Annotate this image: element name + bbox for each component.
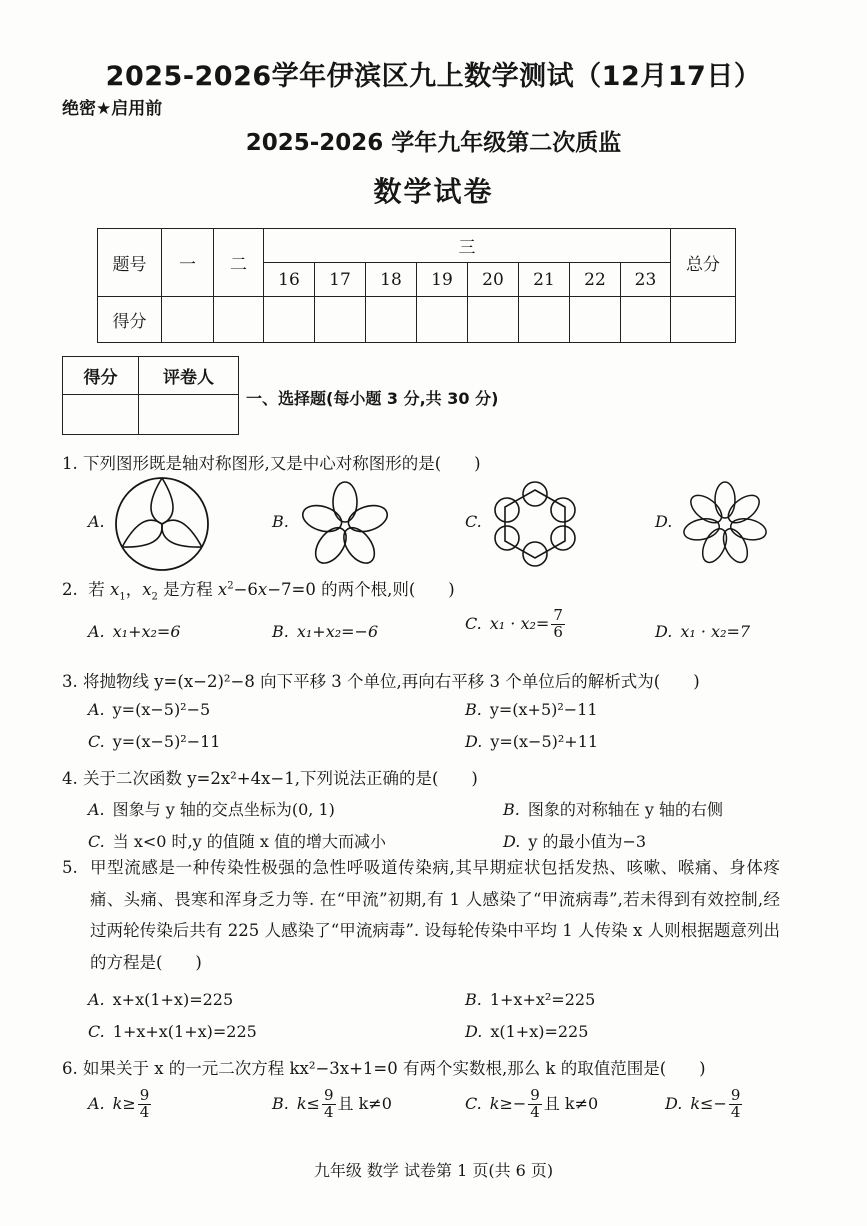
q6-option-c-fraction: $\frac{9}{4}$ xyxy=(530,1086,540,1121)
q2-option-b-label[interactable]: B. xyxy=(272,622,289,641)
q3-option-d: y=(x−5)²+11 xyxy=(490,732,599,751)
q6-option-a: k≥ xyxy=(112,1093,136,1113)
score-cell[interactable] xyxy=(570,297,621,343)
score-cell[interactable] xyxy=(264,297,315,343)
q3-option-c-label[interactable]: C. xyxy=(88,732,105,751)
q3-option-c: y=(x−5)²−11 xyxy=(112,732,221,751)
q1-option-c-label[interactable]: C. xyxy=(465,512,482,531)
q2-text-b: 是方程 xyxy=(163,580,213,599)
q4-option-b-label[interactable]: B. xyxy=(503,800,520,819)
q6-option-a-fraction: $\frac{9}{4}$ xyxy=(139,1086,150,1121)
q3-option-d-label[interactable]: D. xyxy=(465,732,483,751)
q6-option-a-label[interactable]: A. xyxy=(88,1093,105,1113)
q6-option-d-fraction: $\frac{9}{4}$ xyxy=(730,1086,741,1121)
q5-option-d: x(1+x)=225 xyxy=(490,1022,589,1041)
q1-option-a-label[interactable]: A. xyxy=(88,512,105,531)
total-score-cell[interactable] xyxy=(671,297,736,343)
grader-name-label: 评卷人 xyxy=(139,357,239,395)
question-number-cell: 18 xyxy=(366,263,417,297)
q5-option-a-label[interactable]: A. xyxy=(88,990,105,1009)
q3-option-a-label[interactable]: A. xyxy=(88,700,105,719)
question-5-stem: 甲型流感是一种传染性极强的急性呼吸道传染病,其早期症状包括发热、咳嗽、喉痛、身体疼痛、头痛、畏寒和浑身乏力等. 在“甲流”初期,有 1 人感染了“甲流病毒”,若未得到有效控制,经过两轮传染后共有 225 人感染了“甲流病毒”. 设每轮传染中平均 1 人传染 x 人则根据题意列出的方程是( ) xyxy=(90,858,781,972)
exam-title: 2025-2026 学年九年级第二次质监 xyxy=(245,130,622,156)
question-number-cell: 23 xyxy=(621,263,671,297)
q4-option-a-label[interactable]: A. xyxy=(88,800,105,819)
q4-option-b: 图象的对称轴在 y 轴的右侧 xyxy=(527,800,724,819)
q6-option-b-label[interactable]: B. xyxy=(272,1093,289,1113)
q3-option-b-label[interactable]: B. xyxy=(465,700,482,719)
score-cell[interactable] xyxy=(315,297,366,343)
q2-option-a: x₁+x₂=6 xyxy=(112,622,181,641)
q2-option-a-label[interactable]: A. xyxy=(88,622,105,641)
q6-option-c: k≥− xyxy=(489,1093,527,1113)
section-one-title: 一、选择题(每小题 3 分,共 30 分) xyxy=(246,389,499,408)
seven-lobe-knot-icon xyxy=(680,478,770,570)
q4-option-a: 图象与 y 轴的交点坐标为(0, 1) xyxy=(112,800,335,819)
score-cell[interactable] xyxy=(519,297,570,343)
part-one-header: 一 xyxy=(162,229,214,297)
score-row-label: 得分 xyxy=(98,297,162,343)
question-1-stem: 1. 下列图形既是轴对称图形,又是中心对称图形的是( ) xyxy=(62,454,481,473)
q6-option-c-suffix: 且 k≠0 xyxy=(543,1093,599,1113)
q6-option-d-label[interactable]: D. xyxy=(665,1093,683,1113)
q3-option-b: y=(x+5)²−11 xyxy=(489,700,598,719)
score-cell[interactable] xyxy=(214,297,264,343)
q6-option-b-fraction: $\frac{9}{4}$ xyxy=(323,1086,334,1121)
part-two-header: 二 xyxy=(214,229,264,297)
secret-label: 绝密★启用前 xyxy=(62,99,163,119)
q5-option-c: 1+x+x(1+x)=225 xyxy=(112,1022,257,1041)
q2-text-a: 若 xyxy=(88,580,105,599)
q4-option-d: y 的最小值为−3 xyxy=(528,832,647,851)
total-header: 总分 xyxy=(671,229,736,297)
q2-number: 2. xyxy=(62,580,78,599)
grader-box xyxy=(62,356,239,435)
question-number-cell: 21 xyxy=(519,263,570,297)
grader-score-cell[interactable] xyxy=(63,395,139,435)
q4-option-c: 当 x<0 时,y 的值随 x 值的增大而减小 xyxy=(112,832,386,851)
q1-option-b-label[interactable]: B. xyxy=(272,512,289,531)
q1-option-d-label[interactable]: D. xyxy=(655,512,673,531)
q5-option-b-label[interactable]: B. xyxy=(465,990,482,1009)
q3-option-a: y=(x−5)²−5 xyxy=(112,700,211,719)
question-number-cell: 20 xyxy=(468,263,519,297)
q6-option-b-suffix: 且 k≠0 xyxy=(337,1093,392,1113)
q5-option-b: 1+x+x²=225 xyxy=(489,990,596,1009)
q6-option-d: k≤− xyxy=(690,1093,727,1113)
part-three-header: 三 xyxy=(264,229,671,263)
q2-option-d: x₁ · x₂=7 xyxy=(680,622,751,641)
q2-option-c: x₁ · x₂= xyxy=(489,613,550,633)
six-lobe-hexagon-knot-icon xyxy=(490,478,580,570)
q4-option-d-label[interactable]: D. xyxy=(503,832,521,851)
q2-text-c: 的两个根,则( ) xyxy=(321,580,455,599)
score-table xyxy=(97,228,736,343)
three-petal-circle-icon xyxy=(112,474,212,574)
q5-number: 5. xyxy=(62,858,78,877)
grader-name-cell[interactable] xyxy=(139,395,239,435)
question-3-stem: 3. 将抛物线 y=(x−2)²−8 向下平移 3 个单位,再向右平移 3 个单位后的解析式为( ) xyxy=(62,672,700,691)
q2-option-b: x₁+x₂=−6 xyxy=(296,622,379,641)
q5-option-a: x+x(1+x)=225 xyxy=(112,990,234,1009)
paper-title: 数学试卷 xyxy=(373,175,494,208)
q6-option-b: k≤ xyxy=(296,1093,320,1113)
score-cell[interactable] xyxy=(621,297,671,343)
question-number-cell: 22 xyxy=(570,263,621,297)
question-number-header: 题号 xyxy=(98,229,162,297)
grader-score-label: 得分 xyxy=(63,357,139,395)
score-cell[interactable] xyxy=(468,297,519,343)
q2-option-c-fraction: $\frac{7}{6}$ xyxy=(553,606,563,641)
q4-option-c-label[interactable]: C. xyxy=(88,832,105,851)
question-4-stem: 4. 关于二次函数 y=2x²+4x−1,下列说法正确的是( ) xyxy=(62,769,478,788)
page-footer: 九年级 数学 试卷第 1 页(共 6 页) xyxy=(313,1161,554,1180)
top-title: 2025-2026学年伊滨区九上数学测试（12月17日） xyxy=(105,61,762,92)
score-cell[interactable] xyxy=(417,297,468,343)
q5-option-c-label[interactable]: C. xyxy=(88,1022,105,1041)
q2-option-c-label[interactable]: C. xyxy=(465,613,482,633)
question-number-cell: 16 xyxy=(264,263,315,297)
question-6-stem: 6. 如果关于 x 的一元二次方程 kx²−3x+1=0 有两个实数根,那么 k 的取值范围是( ) xyxy=(62,1059,706,1078)
q5-option-d-label[interactable]: D. xyxy=(465,1022,483,1041)
question-2-stem: 2. 若 $x_1$，$x_2$ 是方程 $x^2-6x-7=0$ 的两个根,则( ) xyxy=(62,580,455,603)
question-number-cell: 17 xyxy=(315,263,366,297)
score-cell[interactable] xyxy=(162,297,214,343)
q2-option-d-label[interactable]: D. xyxy=(655,622,673,641)
score-cell[interactable] xyxy=(366,297,417,343)
question-number-cell: 19 xyxy=(417,263,468,297)
five-lobe-knot-icon xyxy=(300,478,390,570)
q6-option-c-label[interactable]: C. xyxy=(465,1093,482,1113)
